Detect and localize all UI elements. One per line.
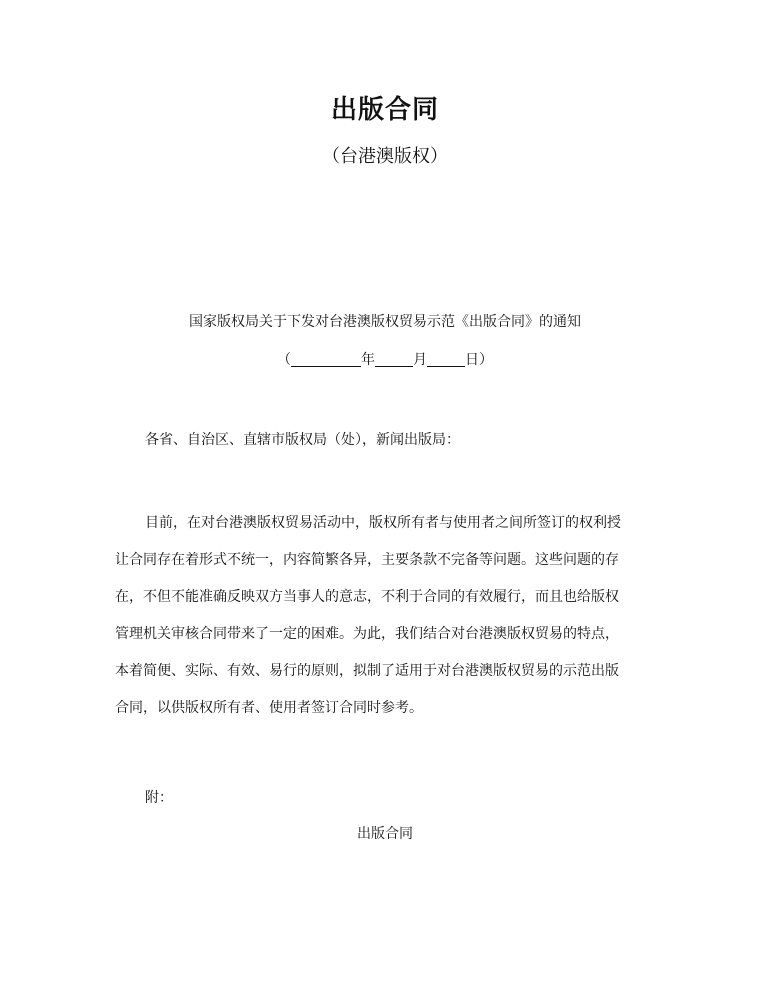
salutation: 各省、自治区、直辖市版权局（处），新闻出版局： [145, 432, 460, 448]
month-label: 月 [413, 352, 427, 368]
body-line: 目前，在对台港澳版权贸易活动中，版权所有者与使用者之间所签订的权利授 [145, 515, 621, 531]
year-label: 年 [361, 352, 375, 368]
body-line: 本着简便、实际、有效、易行的原则，拟制了适用于对台港澳版权贸易的示范出版 [115, 663, 619, 679]
body-line: 管理机关审核合同带来了一定的困难。为此，我们结合对台港澳版权贸易的特点， [115, 626, 619, 642]
notice-title: 国家版权局关于下发对台港澳版权贸易示范《出版合同》的通知 [189, 314, 581, 330]
body-line: 在，不但不能准确反映双方当事人的意志，不利于合同的有效履行，而且也给版权 [115, 589, 619, 605]
document-subtitle: （台港澳版权） [322, 146, 448, 167]
appendix-label: 附： [145, 790, 173, 806]
body-line: 让合同存在着形式不统一，内容简繁各异，主要条款不完备等问题。这些问题的存 [115, 552, 619, 568]
body-line: 合同，以供版权所有者、使用者签订合同时参考。 [115, 700, 423, 716]
date-open-paren: （ [277, 352, 291, 368]
document-title: 出版合同 [330, 95, 439, 125]
date-line [0, 348, 770, 372]
date-close-paren: ） [479, 352, 493, 368]
year-blank [291, 350, 361, 367]
appendix-item: 出版合同 [357, 826, 413, 842]
day-label: 日 [465, 352, 479, 368]
day-blank [427, 350, 465, 367]
body-paragraph [115, 505, 660, 727]
month-blank [375, 350, 413, 367]
